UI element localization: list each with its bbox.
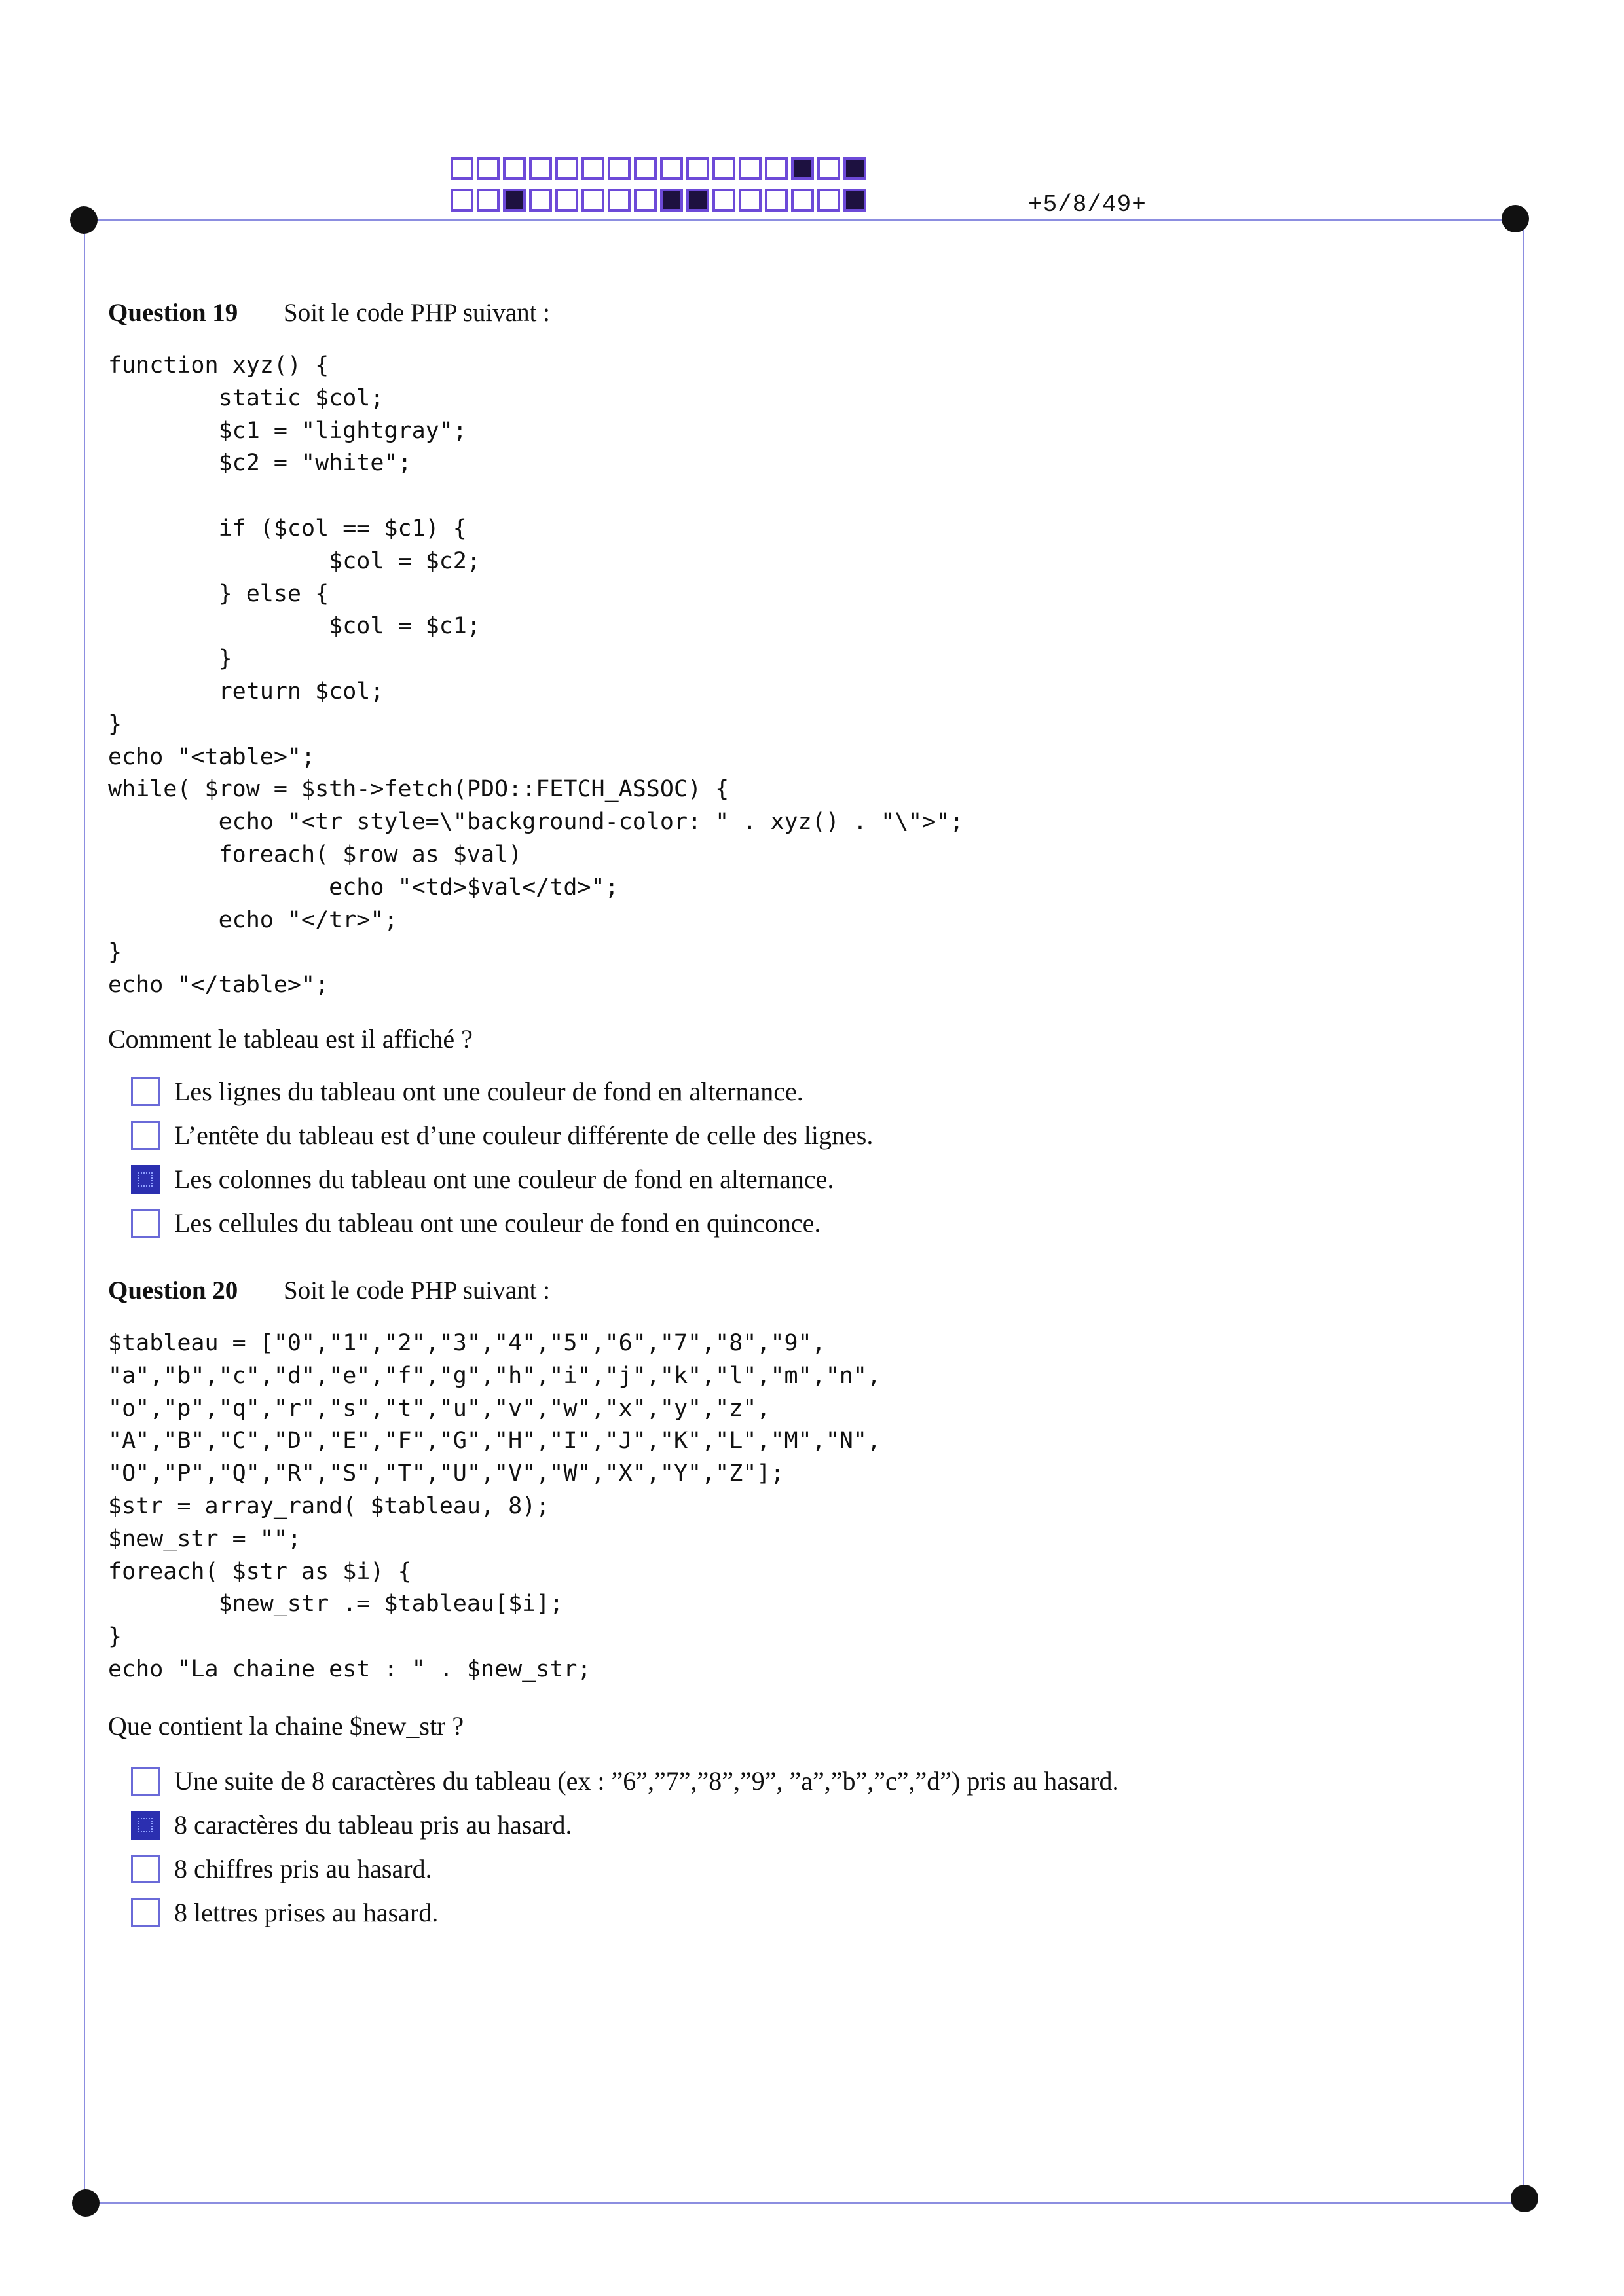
q20-answer-3-checkbox[interactable] (131, 1855, 160, 1883)
registration-mark-bottom-right (1511, 2185, 1538, 2212)
q19-answer-1-checkbox[interactable] (131, 1077, 160, 1106)
question-19-heading (108, 298, 550, 327)
q20-answer-4-checkbox[interactable] (131, 1898, 160, 1927)
q20-answer-3-text: 8 chiffres pris au hasard. (174, 1854, 432, 1883)
registration-mark-bottom-left (72, 2189, 100, 2217)
q19-answer-3-checkbox-checked[interactable] (131, 1165, 160, 1194)
registration-mark-top-right (1502, 205, 1529, 232)
q20-answer-1-checkbox[interactable] (131, 1767, 160, 1796)
q20-answer-1[interactable] (131, 1766, 1119, 1796)
q20-answer-3[interactable] (131, 1853, 432, 1884)
scan-code-row-1 (451, 157, 870, 180)
q19-answer-3-text: Les colonnes du tableau ont une couleur de fond en alternance. (174, 1164, 834, 1194)
q19-answer-3[interactable] (131, 1164, 834, 1194)
q20-answer-2-text: 8 caractères du tableau pris au hasard. (174, 1810, 572, 1840)
question-20-label: Question 20 (108, 1276, 238, 1305)
q19-answer-4[interactable] (131, 1208, 821, 1238)
page-code: +5/8/49+ (1028, 191, 1147, 218)
q19-answer-1-text: Les lignes du tableau ont une couleur de fond en alternance. (174, 1077, 803, 1106)
q20-answer-1-text: Une suite de 8 caractères du tableau (ex : ”6”,”7”,”8”,”9”, ”a”,”b”,”c”,”d”) pris au hasard. (174, 1766, 1119, 1796)
q19-answer-4-checkbox[interactable] (131, 1209, 160, 1238)
q19-answer-2-text: L’entête du tableau est d’une couleur différente de celle des lignes. (174, 1120, 874, 1150)
question-19-code: function xyz() { static $col; $c1 = "lightgray"; $c2 = "white"; if ($col == $c1) { $col = $c2; } else { $col = $c1; } return $col; } echo "<table>"; while( $row = $sth->fetch(PDO::FETCH_ASSOC) { echo "<tr style=\"background-color: " . xyz() . "\">"; foreach( $row as $val) echo "<td>$val</td>"; echo "</tr>"; } echo "</table>"; (108, 352, 964, 999)
question-19-intro: Soit le code PHP suivant : (284, 299, 550, 327)
question-20-intro: Soit le code PHP suivant : (284, 1276, 550, 1305)
question-20-heading (108, 1276, 550, 1305)
question-20-prompt: Que contient la chaine $new_str ? (108, 1711, 464, 1741)
q19-answer-2[interactable] (131, 1120, 873, 1151)
q19-answer-4-text: Les cellules du tableau ont une couleur de fond en quinconce. (174, 1208, 821, 1238)
q20-answer-2[interactable] (131, 1809, 572, 1840)
q19-answer-2-checkbox[interactable] (131, 1121, 160, 1150)
registration-mark-top-left (70, 206, 98, 234)
question-19-prompt: Comment le tableau est il affiché ? (108, 1024, 473, 1054)
question-20-code: $tableau = ["0","1","2","3","4","5","6","7","8","9", "a","b","c","d","e","f","g","h","i","j","k","l","m","n", "o","p","q","r","s","t","u","v","w","x","y","z", "A","B","C","D","E","F","G","H","I","J","K","L","M","N", "O","P","Q","R","S","T","U","V","W","X","Y","Z"]; $str = array_rand( $tableau, 8); $new_str = ""; foreach( $str as $i) { $new_str .= $tableau[$i]; } echo "La chaine est : " . $new_str; (108, 1330, 881, 1682)
q20-answer-4[interactable] (131, 1897, 438, 1928)
question-19-label: Question 19 (108, 299, 238, 327)
q20-answer-2-checkbox-checked[interactable] (131, 1811, 160, 1840)
q20-answer-4-text: 8 lettres prises au hasard. (174, 1898, 439, 1927)
q19-answer-1[interactable] (131, 1076, 803, 1107)
scan-code-row-2 (451, 189, 870, 212)
